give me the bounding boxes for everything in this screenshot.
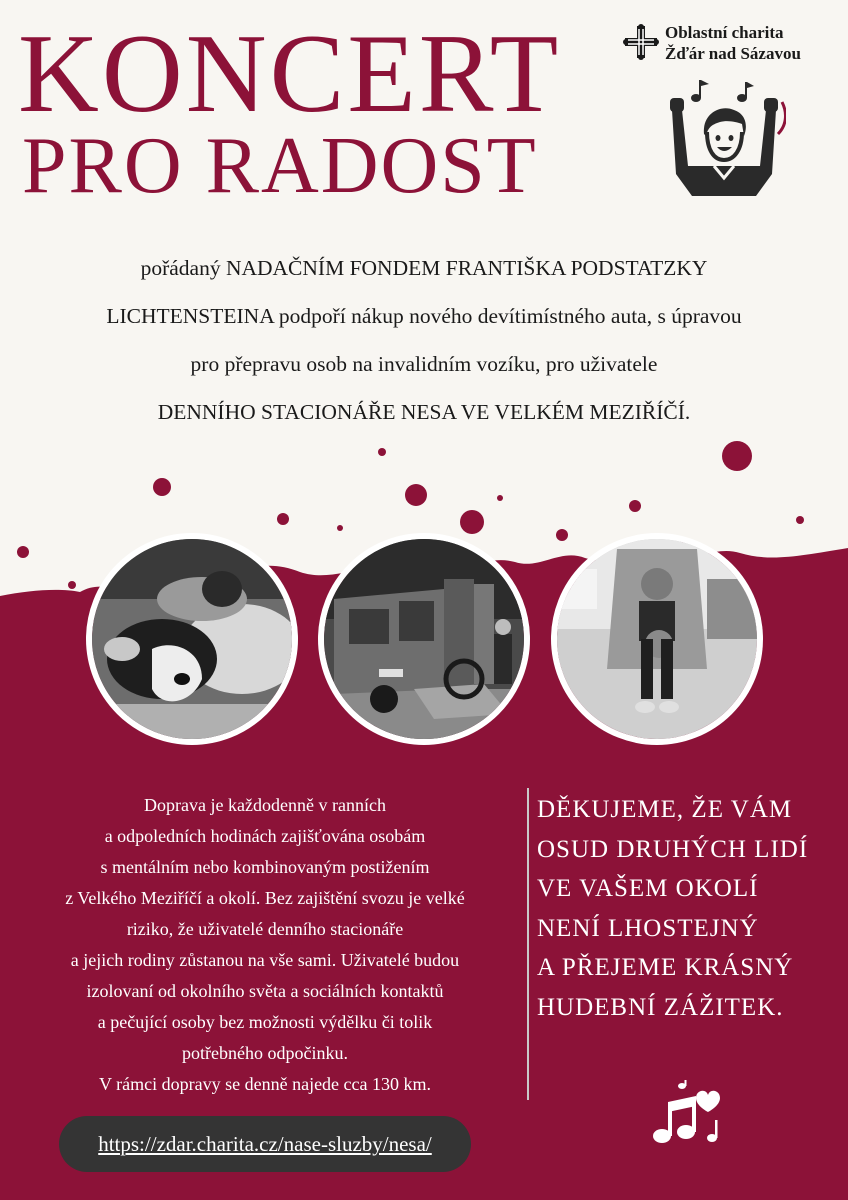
body-line: Doprava je každodenně v ranních — [144, 795, 386, 815]
thanks-line: HUDEBNÍ ZÁŽITEK. — [537, 993, 784, 1021]
intro-line: DENNÍHO STACIONÁŘE NESA VE VELKÉM MEZIŘÍČÍ. — [157, 400, 691, 424]
body-line: s mentálním nebo kombinovaným postižením — [100, 857, 430, 877]
body-line: z Velkého Meziříčí a okolí. Bez zajištění svozu je velké — [65, 888, 465, 908]
body-line: potřebného odpočinku. — [182, 1043, 348, 1063]
intro-line: LICHTENSTEINA podpoří nákup nového devítimístného auta, s úpravou — [106, 304, 742, 328]
logo-line-2: Žďár nad Sázavou — [665, 44, 801, 63]
body-line: V rámci dopravy se denně najede cca 130 km. — [98, 1074, 432, 1094]
intro-line: pořádaný NADAČNÍM FONDEM FRANTIŠKA PODSTATZKY — [140, 256, 708, 280]
website-link[interactable]: https://zdar.charita.cz/nase-sluzby/nesa/ — [59, 1116, 471, 1172]
photo-child-in-swing — [551, 533, 763, 745]
thanks-line: DĚKUJEME, ŽE VÁM — [537, 796, 793, 823]
thanks-line: VE VAŠEM OKOLÍ — [537, 875, 759, 902]
body-line: a pečující osoby bez možnosti výdělku či tolik — [97, 1012, 433, 1032]
intro-line: pro přepravu osob na invalidním vozíku, pro uživatele — [190, 352, 658, 376]
music-hearts-icon — [648, 1080, 728, 1150]
thanks-line: OSUD DRUHÝCH LIDÍ — [537, 835, 809, 863]
thanks-line: A PŘEJEME KRÁSNÝ — [537, 954, 794, 981]
title-pro-radost: PRO RADOST — [22, 122, 538, 210]
logo-line-1: Oblastní charita — [665, 23, 784, 42]
body-line: a odpoledních hodinách zajišťována osobám — [104, 826, 426, 846]
photo-child-with-dog — [86, 533, 298, 745]
body-line: riziko, že uživatelé denního stacionáře — [126, 919, 404, 939]
thanks-message — [537, 790, 808, 1027]
title-koncert: KONCERT — [18, 12, 562, 136]
body-paragraph — [0, 790, 530, 1100]
thanks-line: NENÍ LHOSTEJNÝ — [537, 914, 759, 942]
charity-logo-text — [665, 22, 801, 64]
photo-van-ramp — [318, 533, 530, 745]
cheering-person-icon — [662, 74, 786, 198]
vertical-divider — [527, 788, 529, 1100]
charity-cross-icon — [623, 24, 659, 60]
body-line: a jejich rodiny zůstanou na vše sami. Uživatelé budou — [70, 950, 460, 970]
intro-paragraph — [0, 244, 848, 436]
body-line: izolovaní od okolního světa a sociálních kontaktů — [86, 981, 444, 1001]
